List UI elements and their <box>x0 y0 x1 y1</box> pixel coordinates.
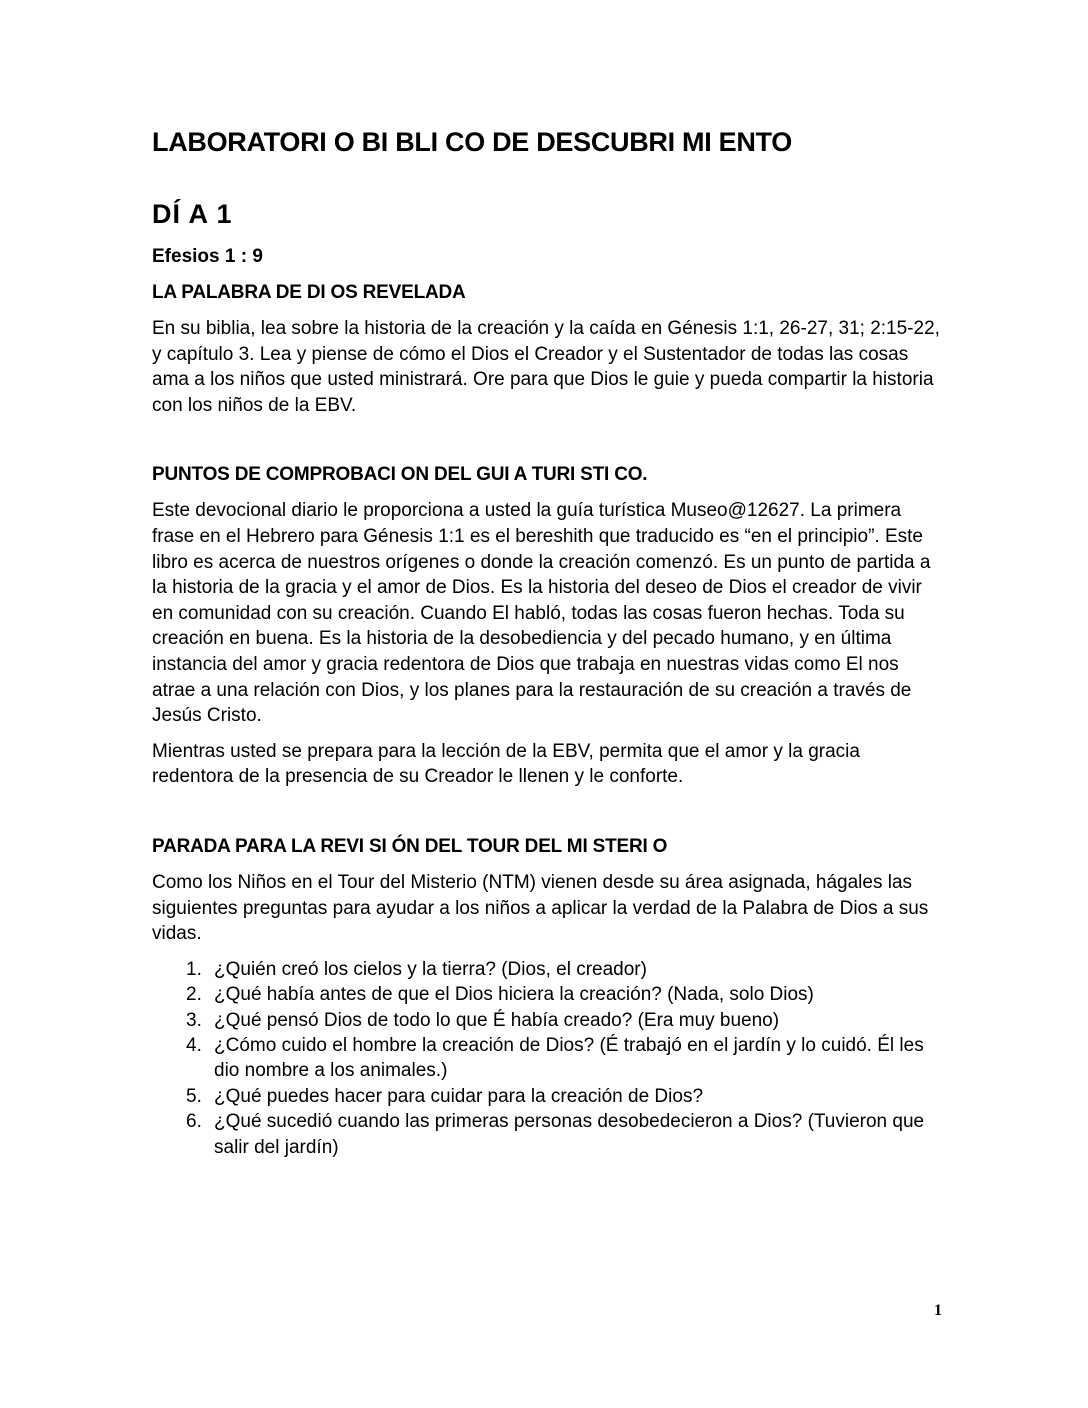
page-content <box>152 122 942 1160</box>
scripture-reference: Efesios 1 : 9 <box>152 246 263 267</box>
list-item-text: ¿Qué había antes de que el Dios hiciera la creación? (Nada, solo Dios) <box>214 984 814 1006</box>
list-item <box>186 1109 942 1160</box>
list-item-text: ¿Qué pensó Dios de todo lo que É había creado? (Era muy bueno) <box>214 1009 780 1031</box>
list-item <box>186 982 942 1007</box>
list-item-number: 6. <box>186 1111 202 1133</box>
page-number: 1 <box>934 1302 942 1319</box>
list-item-number: 5. <box>186 1085 202 1107</box>
list-item-text: ¿Cómo cuido el hombre la creación de Dios? (É trabajó en el jardín y lo cuidó. Él les dio nombre a los animales.) <box>214 1034 924 1082</box>
document-title: LABORATORI O BI BLI CO DE DESCUBRI MI ENTO <box>152 127 792 157</box>
section-paragraph: Mientras usted se prepara para la lección de la EBV, permita que el amor y la gracia redentora de la presencia de su Creador le llenen y le conforte. <box>152 740 860 788</box>
section-heading-tour-guide-checkpoints: PUNTOS DE COMPROBACI ON DEL GUI A TURI STI CO. <box>152 464 648 486</box>
list-item <box>186 1033 942 1084</box>
section-spacer <box>152 800 942 834</box>
question-list <box>152 957 942 1160</box>
list-item-number: 1. <box>186 958 202 980</box>
day-heading: DÍ A 1 <box>152 199 233 229</box>
list-item-text: ¿Quién creó los cielos y la tierra? (Dios, el creador) <box>214 958 647 980</box>
list-item-number: 4. <box>186 1034 202 1056</box>
list-item <box>186 957 942 982</box>
list-item-text: ¿Qué puedes hacer para cuidar para la creación de Dios? <box>214 1085 704 1107</box>
list-item-number: 3. <box>186 1009 202 1031</box>
list-item-number: 2. <box>186 984 202 1006</box>
list-item <box>186 1084 942 1109</box>
section-heading-mystery-tour-review: PARADA PARA LA REVI SI ÓN DEL TOUR DEL MI STERI O <box>152 835 668 857</box>
section-spacer <box>152 428 942 462</box>
section-paragraph: Este devocional diario le proporciona a usted la guía turística Museo@12627. La primera frase en el Hebrero para Génesis 1:1 es el bereshith que traducido es “en el principio”. Este libro es acerca de nuestros orígenes o donde la creación comenzó. Es un punto de partida a la historia de la gracia y el amor de Dios. Es la historia del deseo de Dios el creador de vivir en comunidad con su creación. Cuando El habló, todas las cosas fueron hechas. Toda su creación en buena. Es la historia de la desobediencia y del pecado humano, y en última instancia del amor y gracia redentora de Dios que trabaja en nuestras vidas como El nos atrae a una relación con Dios, y los planes para la restauración de su creación a través de Jesús Cristo. <box>152 500 931 727</box>
section-paragraph: En su biblia, lea sobre la historia de la creación y la caída en Génesis 1:1, 26-27, 31; 2:15-22, y capítulo 3. Lea y piense de cómo el Dios el Creador y el Sustentador de todas las cosas ama a los niños que usted ministrará. Ore para que Dios le guie y pueda compartir la historia con los niños de la EBV. <box>152 318 940 416</box>
list-item-text: ¿Qué sucedió cuando las primeras personas desobedecieron a Dios? (Tuvieron que salir del jardín) <box>214 1111 925 1158</box>
section-heading-revealed-word: LA PALABRA DE DI OS REVELADA <box>152 282 466 303</box>
list-item <box>186 1008 942 1033</box>
section-paragraph: Como los Niños en el Tour del Misterio (NTM) vienen desde su área asignada, hágales las siguientes preguntas para ayudar a los niños a aplicar la verdad de la Palabra de Dios a sus vidas. <box>152 871 929 945</box>
